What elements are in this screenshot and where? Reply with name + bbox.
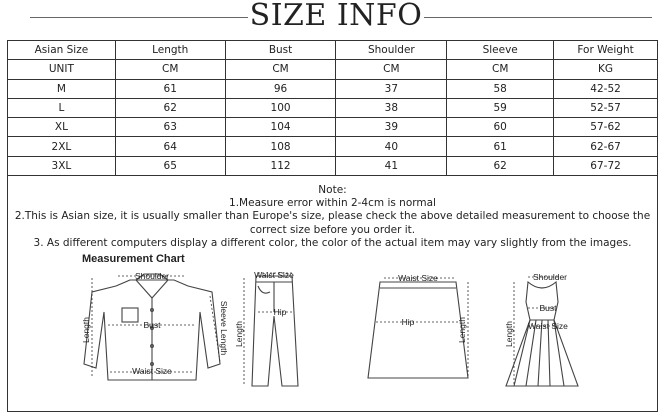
table-cell: 62-67: [554, 137, 658, 156]
table-header-cell: Length: [115, 41, 225, 60]
pants-diagram: [236, 268, 306, 396]
dress-waist-label: Waist Size: [528, 321, 568, 331]
notes-heading: Note:: [318, 184, 347, 196]
table-cell: 39: [336, 118, 447, 137]
measurement-chart-title: Measurement Chart: [82, 253, 185, 265]
table-cell: L: [8, 98, 116, 117]
table-cell: 60: [447, 118, 554, 137]
table-cell: 112: [225, 156, 336, 175]
table-cell: 61: [447, 137, 554, 156]
table-cell: 108: [225, 137, 336, 156]
dress-bust-label: Bust: [539, 303, 557, 313]
notes: [7, 184, 658, 250]
table-row: [8, 98, 658, 117]
skirt-length-label: Length: [457, 317, 467, 343]
table-cell: 104: [225, 118, 336, 137]
table-cell: 57-62: [554, 118, 658, 137]
skirt-waist-label: Waist Size: [398, 273, 438, 283]
table-cell: 67-72: [554, 156, 658, 175]
note-line-2: 2.This is Asian size, it is usually smaller than Europe's size, please check the above detailed measurement to choose the correct size before you order it.: [14, 210, 651, 236]
table-cell: 96: [225, 79, 336, 98]
table-cell: 63: [115, 118, 225, 137]
table-cell: 58: [447, 79, 554, 98]
table-cell: 64: [115, 137, 225, 156]
table-cell: 61: [115, 79, 225, 98]
pants-hip-label: Hip: [273, 307, 287, 317]
note-line-3: 3. As different computers display a different color, the color of the actual item may vary slightly from the images.: [33, 236, 632, 249]
table-cell: XL: [8, 118, 116, 137]
table-cell: 2XL: [8, 137, 116, 156]
table-cell: CM: [336, 60, 447, 79]
table-cell: 52-57: [554, 98, 658, 117]
dress-length-label: Length: [504, 321, 514, 347]
shirt-waist-label: Waist Size: [132, 366, 172, 376]
skirt-diagram: [362, 268, 480, 396]
table-cell: M: [8, 79, 116, 98]
table-header-cell: Bust: [225, 41, 336, 60]
table-header-row: [8, 41, 658, 60]
table-cell: 59: [447, 98, 554, 117]
table-header-cell: For Weight: [554, 41, 658, 60]
table-header-cell: Asian Size: [8, 41, 116, 60]
table-cell: CM: [115, 60, 225, 79]
shirt-diagram: [78, 268, 228, 396]
skirt-hip-label: Hip: [401, 317, 415, 327]
table-cell: 3XL: [8, 156, 116, 175]
table-header-cell: Shoulder: [336, 41, 447, 60]
shirt-length-label: Length: [81, 317, 91, 343]
table-row: [8, 79, 658, 98]
table-cell: 100: [225, 98, 336, 117]
table-cell: 37: [336, 79, 447, 98]
pants-length-label: Length: [234, 321, 244, 347]
header: [0, 0, 665, 38]
table-cell: 42-52: [554, 79, 658, 98]
title-rule-right: [424, 17, 652, 18]
table-cell: 41: [336, 156, 447, 175]
table-cell: CM: [225, 60, 336, 79]
table-cell: 62: [115, 98, 225, 117]
table-cell: 38: [336, 98, 447, 117]
dress-diagram: [498, 268, 584, 396]
shirt-bust-label: Bust: [143, 320, 161, 330]
table-cell: 62: [447, 156, 554, 175]
shirt-shoulder-label: Shoulder: [134, 271, 170, 281]
table-cell: 65: [115, 156, 225, 175]
table-row: [8, 137, 658, 156]
table-header-cell: Sleeve: [447, 41, 554, 60]
title-rule-left: [30, 17, 248, 18]
pants-waist-label: Waist Size: [254, 270, 294, 280]
page-title: SIZE INFO: [249, 0, 423, 33]
note-line-1: 1.Measure error within 2-4cm is normal: [229, 197, 436, 210]
table-unit-row: [8, 60, 658, 79]
dress-shoulder-label: Shoulder: [532, 272, 568, 282]
table-row: [8, 156, 658, 175]
shirt-sleeve-label: Sleeve Length: [219, 300, 229, 356]
table-cell: CM: [447, 60, 554, 79]
table-cell: 40: [336, 137, 447, 156]
size-table: [7, 40, 658, 176]
table-row: [8, 118, 658, 137]
table-cell: UNIT: [8, 60, 116, 79]
table-cell: KG: [554, 60, 658, 79]
